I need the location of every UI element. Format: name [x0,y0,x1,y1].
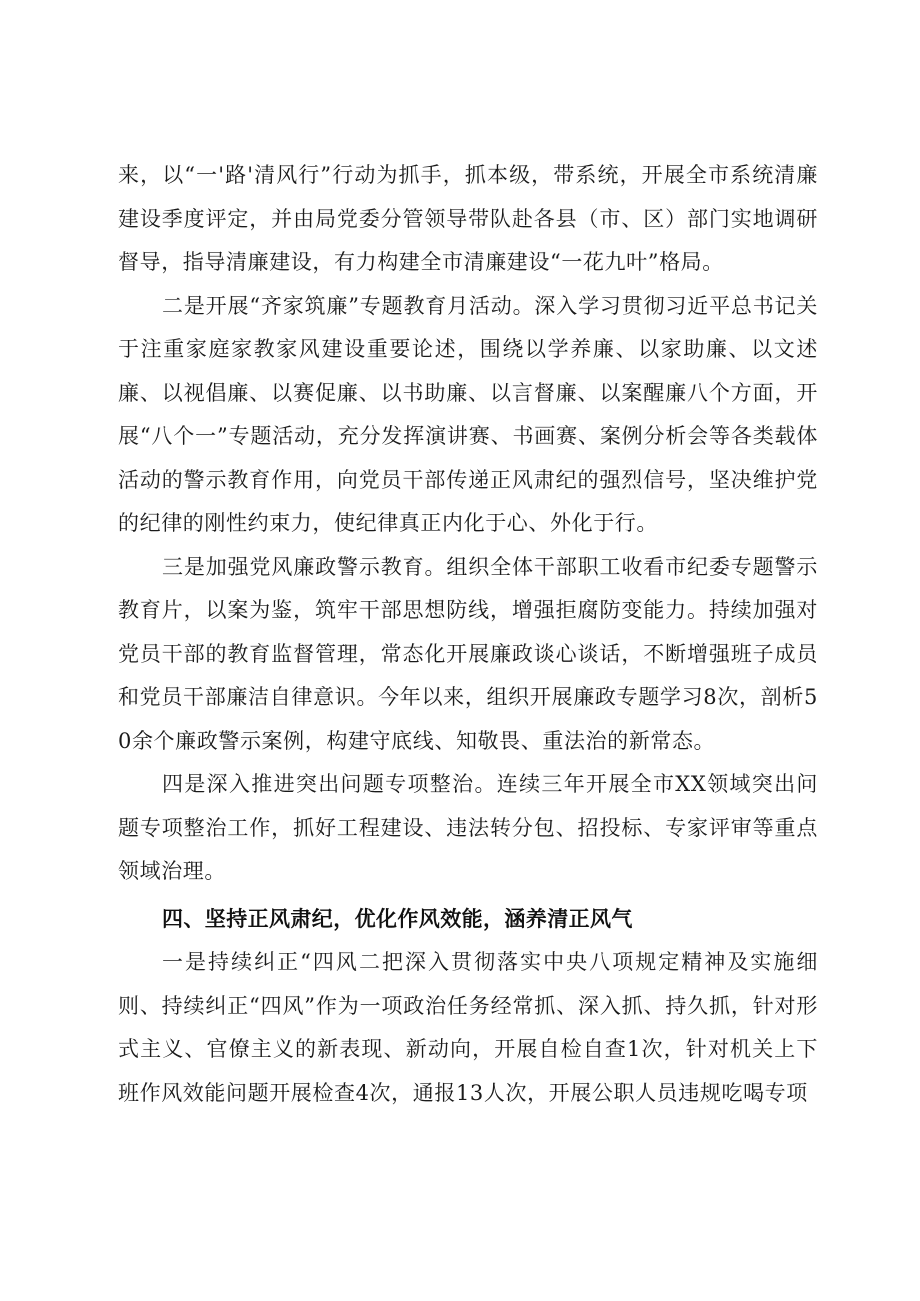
section-heading-four: 四、坚持正风肃纪，优化作风效能，涵养清正风气 [162,906,633,931]
paragraph-special-rectification: 四是深入推进突出问题专项整治。连续三年开展全市XX领域突出问题专项整治工作，抓好工程建设、违法转分包、招投标、专家评审等重点领域治理。 [118,772,818,883]
paragraph-four-winds-correction: 一是持续纠正“四风二把深入贯彻落实中央八项规定精神及实施细则、持续纠正“四风”作为一项政治任务经常抓、深入抓、持久抓，针对形式主义、官僚主义的新表现、新动向，开展自检自查1次，针对机关上下班作风效能问题开展检查4次，通报13人次，开展公职人员违规吃喝专项 [118,950,818,1105]
paragraph-warning-education: 三是加强党风廉政警示教育。组织全体干部职工收看市纪委专题警示教育片，以案为鉴，筑牢干部思想防线，增强拒腐防变能力。持续加强对党员干部的教育监督管理，常态化开展廉政谈心谈话，不断增强班子成员和党员干部廉洁自律意识。今年以来，组织开展廉政专题学习8次，剖析50余个廉政警示案例，构建守底线、知敬畏、重法治的新常态。 [118,554,818,753]
paragraph-family-integrity-campaign: 二是开展“齐家筑廉”专题教育月活动。深入学习贯彻习近平总书记关于注重家庭家教家风建设重要论述，围绕以学养廉、以家助廉、以文述廉、以视倡廉、以赛促廉、以书助廉、以言督廉、以案醒廉八个方面，开展“八个一”专题活动，充分发挥演讲赛、书画赛、案例分析会等各类载体活动的警示教育作用，向党员干部传递正风肃纪的强烈信号，坚决维护党的纪律的刚性约束力，使纪律真正内化于心、外化于行。 [118,293,818,535]
paragraph-continuation: 来，以“一'路'清风行”行动为抓手，抓本级，带系统，开展全市系统清廉建设季度评定，并由局党委分管领导带队赴各县（市、区）部门实地调研督导，指导清廉建设，有力构建全市清廉建设“一花九叶”格局。 [118,163,818,274]
document-body [118,154,818,1115]
